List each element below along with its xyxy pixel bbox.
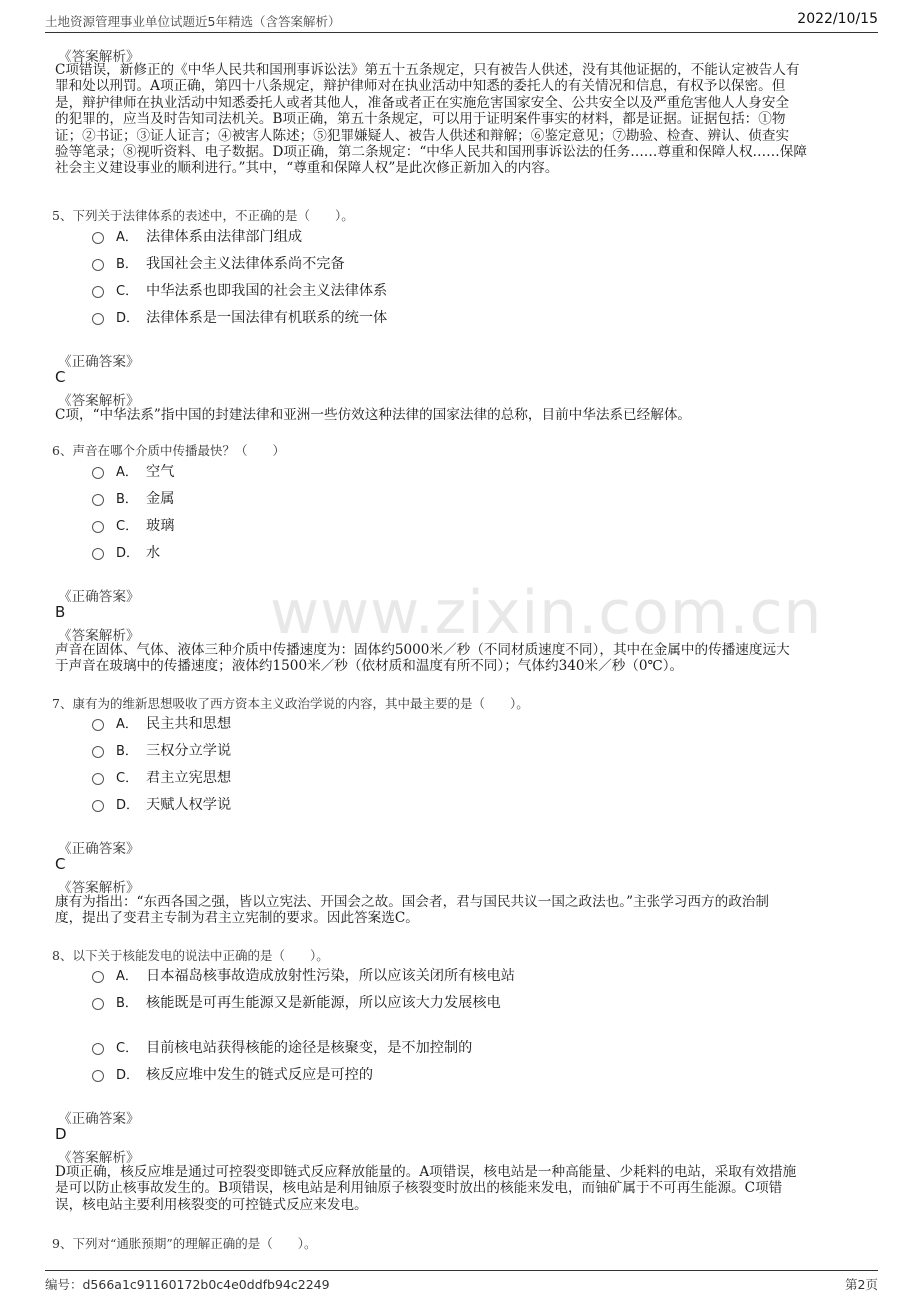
explain-label: 《答案解析》	[58, 1150, 140, 1166]
explain-line: 的犯罪的，应当及时告知司法机关。B项正确，第五十条规定，可以用于证明案件事实的材料，都是证据。证据包括：①物	[55, 111, 786, 128]
explain-label: 《答案解析》	[58, 393, 140, 409]
radio-icon[interactable]	[92, 521, 104, 533]
radio-icon[interactable]	[92, 746, 104, 758]
question-stem: 6、声音在哪个介质中传播最快？（ ）	[52, 443, 285, 458]
radio-icon[interactable]	[92, 971, 104, 983]
explain-line: 证；②书证；③证人证言；④被害人陈述；⑤犯罪嫌疑人、被告人供述和辩解；⑥鉴定意见；⑦勘验、检查、辨认、侦查实	[55, 127, 790, 144]
explain-line: 验等笔录；⑧视听资料、电子数据。D项正确，第二条规定：“中华人民共和国刑事诉讼法的任务……尊重和保障人权……保障	[55, 144, 807, 161]
explain-line: 罪和处以刑罚。A项正确，第四十八条规定，辩护律师对在执业活动中知悉的委托人的有关情况和信息，有权予以保密。但	[55, 78, 786, 95]
radio-icon[interactable]	[92, 719, 104, 731]
option-c[interactable]: C． 君主立宪思想	[92, 769, 231, 787]
radio-icon[interactable]	[92, 1043, 104, 1055]
radio-icon[interactable]	[92, 232, 104, 244]
question-stem: 7、康有为的维新思想吸收了西方资本主义政治学说的内容，其中最主要的是（ ）。	[52, 696, 529, 711]
explain-line: 康有为指出：“东西各国之强，皆以立宪法、开国会之故。国会者，君与国民共议一国之政法也。”主张学习西方的政治制	[55, 894, 769, 910]
explain-line: 声音在固体、气体、液体三种介质中传播速度为：固体约5000米／秒（不同材质速度不同），其中在金属中的传播速度远大	[55, 642, 790, 658]
explain-label: 《答案解析》	[58, 880, 140, 896]
correct-answer: D	[55, 1125, 67, 1143]
option-c[interactable]: C． 中华法系也即我国的社会主义法律体系	[92, 282, 387, 300]
option-a[interactable]: A． 民主共和思想	[92, 715, 231, 733]
option-b[interactable]: B． 我国社会主义法律体系尚不完备	[92, 255, 345, 273]
correct-answer-label: 《正确答案》	[58, 354, 140, 370]
correct-answer: B	[55, 603, 66, 621]
question-stem: 5、下列关于法律体系的表述中，不正确的是（ ）。	[52, 208, 354, 223]
option-d[interactable]: D． 水	[92, 544, 160, 562]
explain-line: 是，辩护律师在执业活动中知悉委托人或者其他人，准备或者正在实施危害国家安全、公共安全以及严重危害他人人身安全	[55, 94, 790, 111]
explain-label: 《答案解析》	[58, 628, 140, 644]
document-title: 土地资源管理事业单位试题近5年精选（含答案解析）	[45, 14, 341, 29]
option-b[interactable]: B． 三权分立学说	[92, 742, 231, 760]
correct-answer-label: 《正确答案》	[58, 1111, 140, 1127]
question-stem: 9、下列对“通胀预期”的理解正确的是（ ）。	[52, 1236, 317, 1251]
page-number: 第2页	[845, 1277, 878, 1292]
option-b[interactable]: B． 金属	[92, 490, 174, 508]
explain-line: 于声音在玻璃中的传播速度；液体约1500米／秒（依材质和温度有所不同）；气体约340米／秒（0℃）。	[55, 658, 684, 675]
option-a[interactable]: A． 空气	[92, 463, 174, 481]
header-date: 2022/10/15	[797, 11, 878, 27]
option-a[interactable]: A． 日本福岛核事故造成放射性污染，所以应该关闭所有核电站	[92, 967, 515, 985]
explain-label: 《答案解析》	[58, 49, 140, 65]
radio-icon[interactable]	[92, 494, 104, 506]
question-stem: 8、以下关于核能发电的说法中正确的是（ ）。	[52, 948, 329, 963]
radio-icon[interactable]	[92, 467, 104, 479]
document-code: 编号：d566a1c91160172b0c4e0ddfb94c2249	[45, 1277, 330, 1292]
explain-line: C项错误，新修正的《中华人民共和国刑事诉讼法》第五十五条规定，只有被告人供述，没有其他证据的，不能认定被告人有	[55, 62, 800, 78]
page-footer	[45, 1270, 878, 1295]
correct-answer: C	[55, 368, 66, 386]
option-a[interactable]: A． 法律体系由法律部门组成	[92, 228, 302, 246]
radio-icon[interactable]	[92, 259, 104, 271]
explain-line: 社会主义建设事业的顺利进行。”其中，“尊重和保障人权”是此次修正新加入的内容。	[55, 160, 559, 177]
explain-text	[55, 1164, 878, 1213]
page-header	[45, 10, 878, 33]
explain-line: 度，提出了变君主专制为君主立宪制的要求。因此答案选C。	[55, 910, 419, 927]
watermark: www.zixin.com.cn	[270, 578, 823, 648]
radio-icon[interactable]	[92, 286, 104, 298]
correct-answer: C	[55, 855, 66, 873]
option-d[interactable]: D． 核反应堆中发生的链式反应是可控的	[92, 1066, 373, 1084]
radio-icon[interactable]	[92, 998, 104, 1010]
explain-text	[55, 62, 878, 177]
option-d[interactable]: D． 天赋人权学说	[92, 796, 231, 814]
option-b[interactable]: B． 核能既是可再生能源又是新能源，所以应该大力发展核电	[92, 994, 501, 1012]
explain-line: 误，核电站主要利用核裂变的可控链式反应来发电。	[55, 1196, 368, 1213]
radio-icon[interactable]	[92, 800, 104, 812]
radio-icon[interactable]	[92, 313, 104, 325]
explain-text	[55, 642, 878, 675]
explain-line: C项，“中华法系”指中国的封建法律和亚洲一些仿效这种法律的国家法律的总称，目前中华法系已经解体。	[55, 407, 692, 423]
explain-text	[55, 407, 878, 423]
option-c[interactable]: C． 玻璃	[92, 517, 174, 535]
option-d[interactable]: D． 法律体系是一国法律有机联系的统一体	[92, 309, 387, 327]
radio-icon[interactable]	[92, 773, 104, 785]
radio-icon[interactable]	[92, 1070, 104, 1082]
correct-answer-label: 《正确答案》	[58, 841, 140, 857]
explain-text	[55, 894, 878, 927]
explain-line: D项正确，核反应堆是通过可控裂变即链式反应释放能量的。A项错误，核电站是一种高能量、少耗料的电站，采取有效措施	[55, 1164, 797, 1180]
explain-line: 是可以防止核事故发生的。B项错误，核电站是利用铀原子核裂变时放出的核能来发电，而铀矿属于不可再生能源。C项错	[55, 1180, 783, 1197]
radio-icon[interactable]	[92, 548, 104, 560]
option-c[interactable]: C． 目前核电站获得核能的途径是核聚变，是不加控制的	[92, 1039, 472, 1057]
correct-answer-label: 《正确答案》	[58, 589, 140, 605]
